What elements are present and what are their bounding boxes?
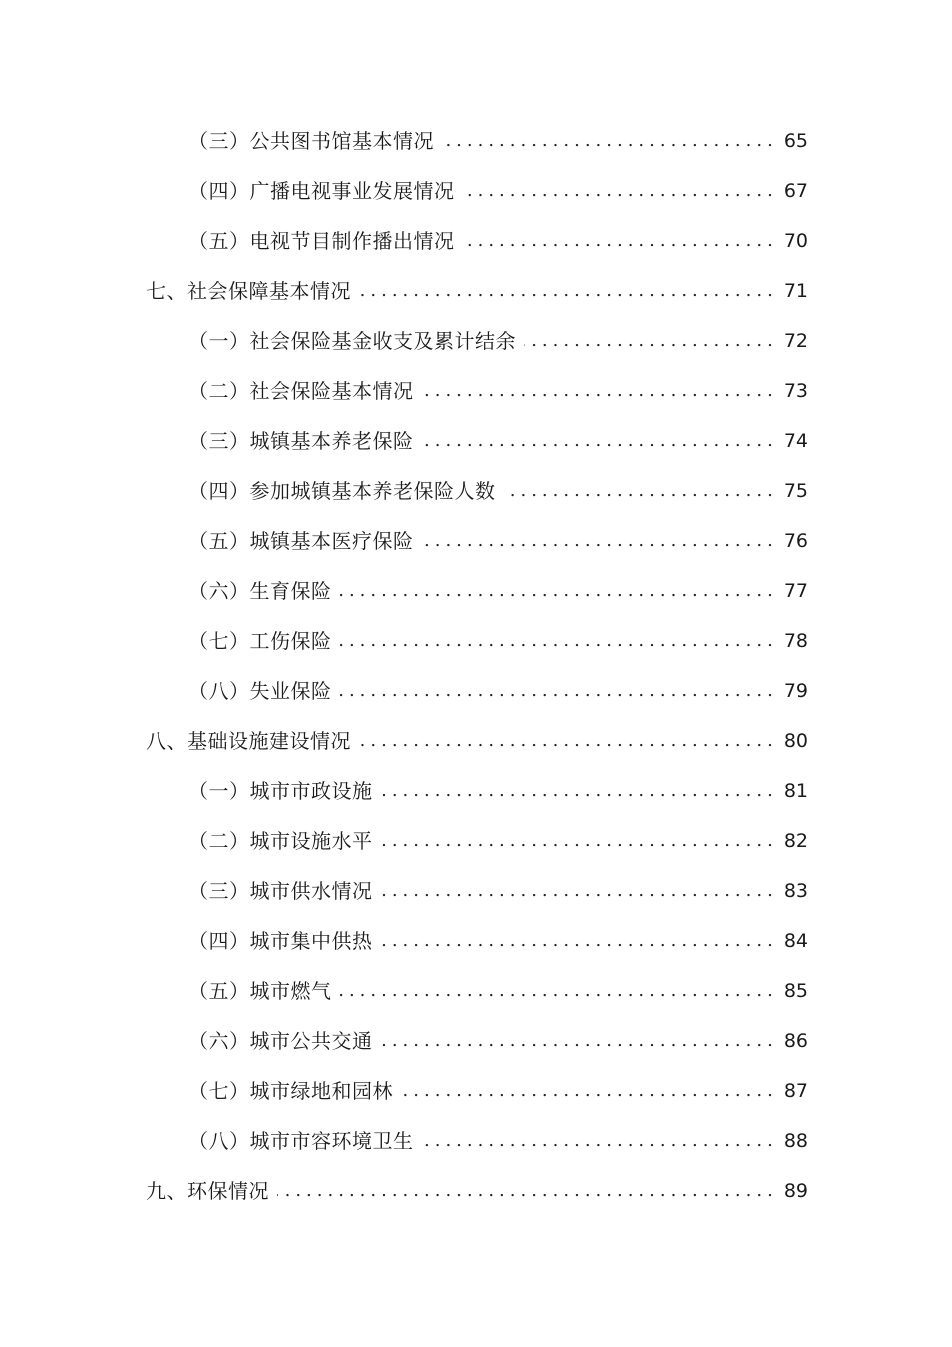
- toc-entry[interactable]: [0, 316, 952, 366]
- toc-entry[interactable]: [0, 566, 952, 616]
- toc-dot-leader: [463, 216, 778, 266]
- toc-page-number: 74: [783, 430, 808, 452]
- toc-page-number: 73: [783, 380, 808, 402]
- toc-dot-leader: [359, 266, 778, 316]
- toc-dot-leader: [463, 166, 778, 216]
- toc-page-number: 72: [783, 330, 808, 352]
- toc-dot-leader: [340, 566, 778, 616]
- toc-entry-title: （五）电视节目制作播出情况: [188, 229, 455, 253]
- toc-entry[interactable]: [0, 1066, 952, 1116]
- toc-entry[interactable]: [0, 766, 952, 816]
- toc-dot-leader: [340, 666, 778, 716]
- toc-entry[interactable]: [0, 466, 952, 516]
- toc-entry[interactable]: [0, 816, 952, 866]
- toc-entry[interactable]: [0, 166, 952, 216]
- toc-entry[interactable]: [0, 216, 952, 266]
- toc-entry[interactable]: [0, 1116, 952, 1166]
- toc-entry-title: （一）社会保险基金收支及累计结余: [188, 329, 516, 353]
- toc-page-number: 87: [783, 1080, 808, 1102]
- toc-section-entry[interactable]: [0, 266, 952, 316]
- toc-page-number: 78: [783, 630, 808, 652]
- toc-entry[interactable]: [0, 516, 952, 566]
- toc-entry-title: （三）城市供水情况: [188, 879, 373, 903]
- toc-entry-title: （四）城市集中供热: [188, 929, 373, 953]
- toc-entry-title: （四）参加城镇基本养老保险人数: [188, 479, 496, 503]
- toc-entry[interactable]: [0, 616, 952, 666]
- toc-entry-title: （五）城镇基本医疗保险: [188, 529, 414, 553]
- toc-page-number: 89: [783, 1180, 808, 1202]
- toc-dot-leader: [422, 516, 778, 566]
- toc-page-number: 85: [783, 980, 808, 1002]
- toc-page-number: 82: [783, 830, 808, 852]
- toc-entry-title: （二）社会保险基本情况: [188, 379, 414, 403]
- toc-dot-leader: [422, 366, 778, 416]
- toc-entry-title: （六）城市公共交通: [188, 1029, 373, 1053]
- toc-dot-leader: [524, 316, 778, 366]
- toc-dot-leader: [504, 466, 778, 516]
- toc-entry-title: （八）失业保险: [188, 679, 332, 703]
- toc-dot-leader: [381, 766, 778, 816]
- toc-entry[interactable]: [0, 866, 952, 916]
- toc-entry-title: （三）城镇基本养老保险: [188, 429, 414, 453]
- toc-page-number: 84: [783, 930, 808, 952]
- toc-page-number: 70: [783, 230, 808, 252]
- toc-entry[interactable]: [0, 666, 952, 716]
- toc-section-title: 九、环保情况: [146, 1179, 269, 1203]
- toc-entry-title: （三）公共图书馆基本情况: [188, 129, 434, 153]
- toc-entry[interactable]: [0, 916, 952, 966]
- toc-entry-title: （一）城市市政设施: [188, 779, 373, 803]
- toc-section-entry[interactable]: [0, 1166, 952, 1216]
- toc-entry-title: （二）城市设施水平: [188, 829, 373, 853]
- toc-page-number: 86: [783, 1030, 808, 1052]
- toc-dot-leader: [381, 816, 778, 866]
- toc-entry-title: （六）生育保险: [188, 579, 332, 603]
- toc-dot-leader: [359, 716, 778, 766]
- toc-page-number: 71: [783, 280, 808, 302]
- toc-dot-leader: [340, 616, 778, 666]
- toc-page-number: 65: [783, 130, 808, 152]
- toc-dot-leader: [422, 1116, 778, 1166]
- toc-page-number: 88: [783, 1130, 808, 1152]
- toc-dot-leader: [381, 916, 778, 966]
- toc-dot-leader: [340, 966, 778, 1016]
- toc-dot-leader: [401, 1066, 778, 1116]
- toc-entry-title: （八）城市市容环境卫生: [188, 1129, 414, 1153]
- toc-page-number: 83: [783, 880, 808, 902]
- toc-entry-title: （七）城市绿地和园林: [188, 1079, 393, 1103]
- toc-dot-leader: [442, 116, 778, 166]
- toc-entry-title: （五）城市燃气: [188, 979, 332, 1003]
- toc-section-title: 七、社会保障基本情况: [146, 279, 351, 303]
- toc-entry-title: （四）广播电视事业发展情况: [188, 179, 455, 203]
- toc-dot-leader: [422, 416, 778, 466]
- toc-entry[interactable]: [0, 116, 952, 166]
- toc-entry[interactable]: [0, 366, 952, 416]
- toc-dot-leader: [381, 1016, 778, 1066]
- toc-page-number: 75: [783, 480, 808, 502]
- toc-entry[interactable]: [0, 1016, 952, 1066]
- toc-page-number: 80: [783, 730, 808, 752]
- toc-page-number: 81: [783, 780, 808, 802]
- toc-dot-leader: [381, 866, 778, 916]
- table-of-contents: [0, 116, 952, 1216]
- toc-entry[interactable]: [0, 966, 952, 1016]
- toc-page-number: 67: [783, 180, 808, 202]
- toc-section-title: 八、基础设施建设情况: [146, 729, 351, 753]
- toc-page-number: 79: [783, 680, 808, 702]
- toc-entry-title: （七）工伤保险: [188, 629, 332, 653]
- toc-page-number: 76: [783, 530, 808, 552]
- toc-page-number: 77: [783, 580, 808, 602]
- toc-section-entry[interactable]: [0, 716, 952, 766]
- toc-entry[interactable]: [0, 416, 952, 466]
- toc-dot-leader: [277, 1166, 778, 1216]
